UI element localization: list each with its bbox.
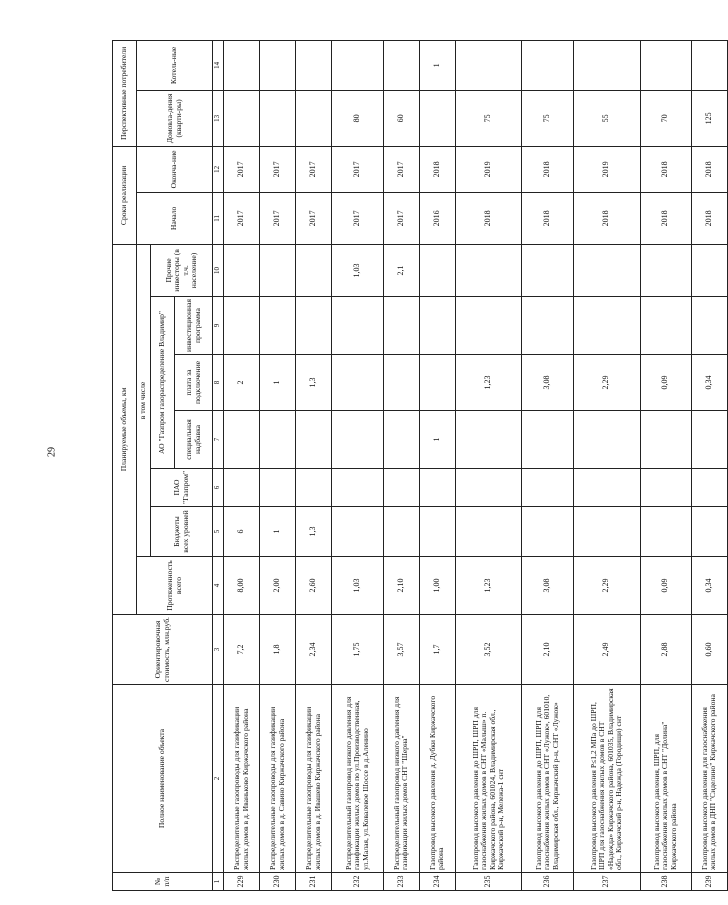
cell-boilers bbox=[296, 40, 332, 90]
cell-special-surcharge: 1 bbox=[419, 411, 455, 469]
cell-investment-program bbox=[419, 297, 455, 355]
cell-object-name: Распределительные газопроводы для газификации жилых домов в д. Ивашево Киржачского района bbox=[296, 685, 332, 873]
cell-boilers bbox=[640, 40, 691, 90]
column-number: 8 bbox=[213, 355, 224, 411]
table-row bbox=[296, 40, 332, 890]
cell-start-year: 2018 bbox=[640, 192, 691, 244]
cell-other-investors bbox=[691, 244, 727, 296]
cell-cost: 3,57 bbox=[383, 615, 419, 685]
cell-other-investors bbox=[522, 244, 573, 296]
header-connection-fee: плата за подключение bbox=[175, 355, 213, 411]
header-other-investors: Прочие инвесторы (в т.ч. население) bbox=[151, 244, 213, 296]
cell-investment-program bbox=[296, 297, 332, 355]
cell-boilers: 1 bbox=[419, 40, 455, 90]
column-number: 13 bbox=[213, 90, 224, 146]
cell-budgets bbox=[691, 507, 727, 557]
cell-pao bbox=[522, 469, 573, 507]
cell-budgets: 1 bbox=[260, 507, 296, 557]
table-row bbox=[522, 40, 573, 890]
cell-connection-fee bbox=[383, 355, 419, 411]
cell-start-year: 2017 bbox=[224, 192, 260, 244]
header-special-surcharge: специальная надбавка bbox=[175, 411, 213, 469]
cell-pao bbox=[224, 469, 260, 507]
cell-investment-program bbox=[640, 297, 691, 355]
cell-boilers bbox=[522, 40, 573, 90]
header-no: № п/п bbox=[113, 873, 213, 891]
cell-households bbox=[224, 90, 260, 146]
cell-length: 1,00 bbox=[419, 557, 455, 615]
cell-object-name: Газопровод высокого давления для газоснабжения жилых домов в ДНП "Сиделино" Киржачского района bbox=[691, 685, 727, 873]
cell-start-year: 2018 bbox=[691, 192, 727, 244]
cell-budgets bbox=[573, 507, 640, 557]
cell-start-year: 2017 bbox=[260, 192, 296, 244]
column-number: 1 bbox=[213, 873, 224, 891]
cell-no: 239 bbox=[691, 873, 727, 891]
cell-households: 125 bbox=[691, 90, 727, 146]
cell-special-surcharge bbox=[691, 411, 727, 469]
cell-budgets: 6 bbox=[224, 507, 260, 557]
cell-no: 234 bbox=[419, 873, 455, 891]
cell-connection-fee: 1,23 bbox=[455, 355, 522, 411]
column-number-row bbox=[213, 40, 224, 890]
cell-length: 2,00 bbox=[260, 557, 296, 615]
cell-object-name: Распределительные газопроводы для газификации жилых домов в д. Иваньково Киржачского района bbox=[224, 685, 260, 873]
cell-investment-program bbox=[260, 297, 296, 355]
cell-end-year: 2019 bbox=[573, 146, 640, 192]
cell-investment-program bbox=[224, 297, 260, 355]
header-households: Домовла-дения (кварти-ры) bbox=[137, 90, 213, 146]
cell-no: 232 bbox=[332, 873, 383, 891]
cell-connection-fee: 2,29 bbox=[573, 355, 640, 411]
cell-length: 2,60 bbox=[296, 557, 332, 615]
column-number: 2 bbox=[213, 685, 224, 873]
cell-no: 237 bbox=[573, 873, 640, 891]
cell-end-year: 2018 bbox=[522, 146, 573, 192]
cell-length: 0,34 bbox=[691, 557, 727, 615]
header-pao: ПАО "Газпром" bbox=[151, 469, 213, 507]
header-budgets: Бюджеты всех уровней bbox=[151, 507, 213, 557]
table-row bbox=[691, 40, 727, 890]
cell-start-year: 2018 bbox=[573, 192, 640, 244]
cell-households bbox=[419, 90, 455, 146]
cell-pao bbox=[383, 469, 419, 507]
header-terms: Сроки реализации bbox=[113, 146, 137, 244]
cell-households: 55 bbox=[573, 90, 640, 146]
column-number: 11 bbox=[213, 192, 224, 244]
cell-connection-fee bbox=[419, 355, 455, 411]
cell-cost: 2,88 bbox=[640, 615, 691, 685]
cell-investment-program bbox=[383, 297, 419, 355]
table-row bbox=[332, 40, 383, 890]
cell-special-surcharge bbox=[296, 411, 332, 469]
gas-pipeline-table bbox=[112, 40, 728, 891]
cell-other-investors: 2,1 bbox=[383, 244, 419, 296]
cell-start-year: 2016 bbox=[419, 192, 455, 244]
cell-end-year: 2018 bbox=[691, 146, 727, 192]
cell-pao bbox=[419, 469, 455, 507]
cell-boilers bbox=[573, 40, 640, 90]
table-row bbox=[224, 40, 260, 890]
cell-end-year: 2019 bbox=[455, 146, 522, 192]
cell-households bbox=[296, 90, 332, 146]
column-number: 14 bbox=[213, 40, 224, 90]
cell-households: 75 bbox=[455, 90, 522, 146]
cell-object-name: Газопровод высокого давления до ШРП, ШРП для газоснабжения жилых домов в СНТ «Лужок», 601010, Владимирская обл., Киржачский р-н, СНТ «Лужок» bbox=[522, 685, 573, 873]
cell-boilers bbox=[224, 40, 260, 90]
cell-no: 230 bbox=[260, 873, 296, 891]
cell-end-year: 2017 bbox=[260, 146, 296, 192]
cell-households: 70 bbox=[640, 90, 691, 146]
column-number: 6 bbox=[213, 469, 224, 507]
cell-length: 1,03 bbox=[332, 557, 383, 615]
cell-connection-fee: 2 bbox=[224, 355, 260, 411]
cell-households: 60 bbox=[383, 90, 419, 146]
cell-budgets bbox=[419, 507, 455, 557]
header-consumers: Перспективные потребители bbox=[113, 40, 137, 146]
cell-pao bbox=[691, 469, 727, 507]
cell-length: 8,00 bbox=[224, 557, 260, 615]
column-number: 9 bbox=[213, 297, 224, 355]
cell-pao bbox=[455, 469, 522, 507]
cell-special-surcharge bbox=[224, 411, 260, 469]
cell-investment-program bbox=[691, 297, 727, 355]
cell-connection-fee: 0,34 bbox=[691, 355, 727, 411]
cell-connection-fee bbox=[332, 355, 383, 411]
cell-special-surcharge bbox=[383, 411, 419, 469]
cell-object-name: Распределительный газопровод низкого давления для газификации жилых домов по ул.Производственная, ул.Малая, ул.Ковалевое Шоссе в д.Аленино bbox=[332, 685, 383, 873]
cell-start-year: 2017 bbox=[332, 192, 383, 244]
cell-start-year: 2018 bbox=[455, 192, 522, 244]
cell-cost: 1,7 bbox=[419, 615, 455, 685]
cell-cost: 1,8 bbox=[260, 615, 296, 685]
cell-special-surcharge bbox=[573, 411, 640, 469]
cell-budgets bbox=[455, 507, 522, 557]
cell-special-surcharge bbox=[332, 411, 383, 469]
cell-object-name: Распределительный газопровод низкого давления для газификации жилых домов СНТ "Шерна" bbox=[383, 685, 419, 873]
cell-budgets: 1,3 bbox=[296, 507, 332, 557]
cell-boilers bbox=[383, 40, 419, 90]
cell-no: 238 bbox=[640, 873, 691, 891]
cell-end-year: 2017 bbox=[332, 146, 383, 192]
header-name: Полное наименование объекта bbox=[113, 685, 213, 873]
table-row bbox=[573, 40, 640, 890]
cell-no: 231 bbox=[296, 873, 332, 891]
cell-other-investors bbox=[573, 244, 640, 296]
cell-budgets bbox=[522, 507, 573, 557]
table-row bbox=[383, 40, 419, 890]
table-row bbox=[455, 40, 522, 890]
cell-other-investors bbox=[455, 244, 522, 296]
table-row bbox=[640, 40, 691, 890]
cell-connection-fee: 1,3 bbox=[296, 355, 332, 411]
cell-special-surcharge bbox=[640, 411, 691, 469]
cell-investment-program bbox=[332, 297, 383, 355]
cell-object-name: Газопровод высокого давления д. Дубки Киржачского района bbox=[419, 685, 455, 873]
cell-end-year: 2017 bbox=[383, 146, 419, 192]
cell-boilers bbox=[691, 40, 727, 90]
cell-other-investors bbox=[260, 244, 296, 296]
cell-pao bbox=[296, 469, 332, 507]
cell-special-surcharge bbox=[455, 411, 522, 469]
cell-end-year: 2017 bbox=[224, 146, 260, 192]
table-row bbox=[260, 40, 296, 890]
cell-other-investors bbox=[224, 244, 260, 296]
column-number: 5 bbox=[213, 507, 224, 557]
cell-investment-program bbox=[573, 297, 640, 355]
cell-cost: 1,75 bbox=[332, 615, 383, 685]
cell-other-investors: 1,03 bbox=[332, 244, 383, 296]
cell-cost: 7,2 bbox=[224, 615, 260, 685]
cell-end-year: 2017 bbox=[296, 146, 332, 192]
cell-other-investors bbox=[296, 244, 332, 296]
page-number: 29 bbox=[46, 447, 58, 457]
cell-no: 229 bbox=[224, 873, 260, 891]
investment-table-sheet bbox=[112, 41, 728, 891]
cell-pao bbox=[260, 469, 296, 507]
cell-connection-fee: 0,09 bbox=[640, 355, 691, 411]
header-boilers: Котель-ные bbox=[137, 40, 213, 90]
cell-start-year: 2017 bbox=[296, 192, 332, 244]
header-start: Начало bbox=[137, 192, 213, 244]
cell-budgets bbox=[332, 507, 383, 557]
cell-households: 80 bbox=[332, 90, 383, 146]
cell-pao bbox=[332, 469, 383, 507]
header-end: Оконча-ние bbox=[137, 146, 213, 192]
cell-investment-program bbox=[522, 297, 573, 355]
cell-cost: 2,10 bbox=[522, 615, 573, 685]
cell-cost: 2,49 bbox=[573, 615, 640, 685]
cell-length: 1,23 bbox=[455, 557, 522, 615]
cell-no: 235 bbox=[455, 873, 522, 891]
cell-cost: 3,52 bbox=[455, 615, 522, 685]
cell-households bbox=[260, 90, 296, 146]
header-including: в том числе bbox=[137, 244, 151, 556]
cell-special-surcharge bbox=[260, 411, 296, 469]
cell-object-name: Распределительные газопроводы для газификации жилых домов в д. Савино Киржачского района bbox=[260, 685, 296, 873]
header-cost: Ориентировочная стоимость, млн.руб. bbox=[113, 615, 213, 685]
cell-no: 236 bbox=[522, 873, 573, 891]
cell-budgets bbox=[640, 507, 691, 557]
cell-connection-fee: 3,08 bbox=[522, 355, 573, 411]
table-row bbox=[419, 40, 455, 890]
cell-no: 233 bbox=[383, 873, 419, 891]
cell-end-year: 2018 bbox=[419, 146, 455, 192]
cell-object-name: Газопровод высокого давления до ШРП, ШРП для газоснабжения жилых домов в СНТ «Малыш» п. Киржачского района, 601024, Владимирская обл., Киржачский р-н, Мележа-1 снт bbox=[455, 685, 522, 873]
column-number: 10 bbox=[213, 244, 224, 296]
cell-pao bbox=[640, 469, 691, 507]
header-ao-gazprom: АО "Газпром газораспределение Владимир" bbox=[151, 297, 175, 469]
cell-other-investors bbox=[419, 244, 455, 296]
cell-connection-fee: 1 bbox=[260, 355, 296, 411]
cell-households: 75 bbox=[522, 90, 573, 146]
cell-other-investors bbox=[640, 244, 691, 296]
column-number: 12 bbox=[213, 146, 224, 192]
cell-object-name: Газопровод высокого давления, ШРП, для газоснабжения жилых домов в СНТ "Долина" Киржачского района bbox=[640, 685, 691, 873]
cell-length: 3,08 bbox=[522, 557, 573, 615]
cell-investment-program bbox=[455, 297, 522, 355]
header-investment-program: инвестиционная программа bbox=[175, 297, 213, 355]
cell-length: 2,10 bbox=[383, 557, 419, 615]
cell-end-year: 2018 bbox=[640, 146, 691, 192]
cell-boilers bbox=[455, 40, 522, 90]
column-number: 3 bbox=[213, 615, 224, 685]
cell-special-surcharge bbox=[522, 411, 573, 469]
cell-start-year: 2018 bbox=[522, 192, 573, 244]
cell-pao bbox=[573, 469, 640, 507]
column-number: 7 bbox=[213, 411, 224, 469]
cell-boilers bbox=[332, 40, 383, 90]
column-number: 4 bbox=[213, 557, 224, 615]
cell-budgets bbox=[383, 507, 419, 557]
cell-cost: 0,60 bbox=[691, 615, 727, 685]
cell-length: 2,29 bbox=[573, 557, 640, 615]
cell-start-year: 2017 bbox=[383, 192, 419, 244]
cell-cost: 2,34 bbox=[296, 615, 332, 685]
cell-object-name: Газопровод высокого давления P≤1,2 МПа до ШРП, ШРП для газоснабжения жилых домов в СНТ «Надежда» Киржачского района, 601035, Владимирская обл., Киржачский р-н, Надежда (Городищи) снт bbox=[573, 685, 640, 873]
cell-boilers bbox=[260, 40, 296, 90]
header-length: Протяженность всего bbox=[137, 557, 213, 615]
cell-length: 0,09 bbox=[640, 557, 691, 615]
header-planned-volumes: Планируемые объемы, км bbox=[113, 244, 137, 614]
